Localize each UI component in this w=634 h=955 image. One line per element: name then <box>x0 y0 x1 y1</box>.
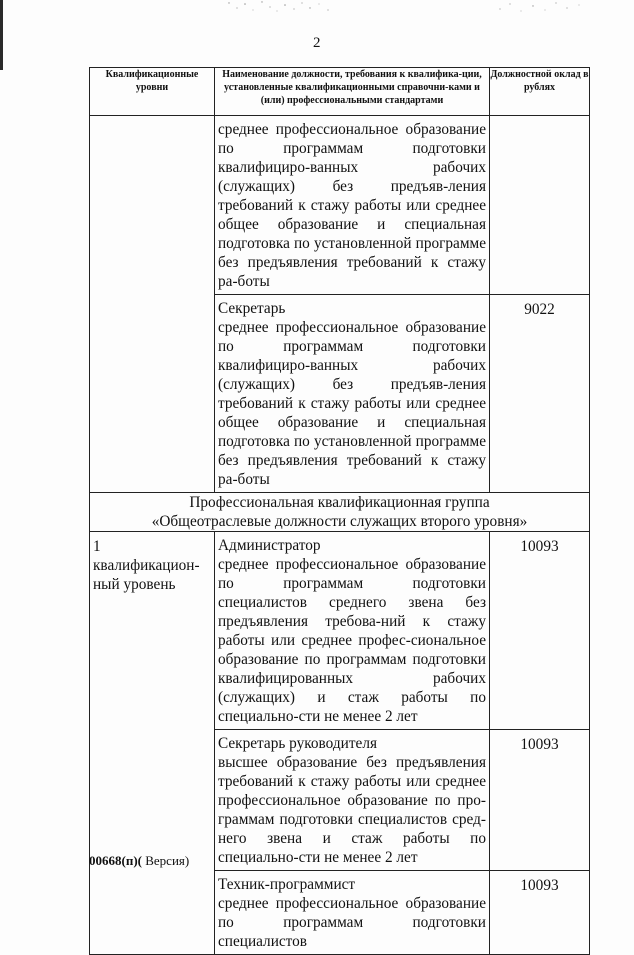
requirements-cell <box>215 532 490 730</box>
position-title: Администратор <box>218 537 321 554</box>
requirements-text: высшее образование без предъявления требований к стажу работы или среднее профессиональное образование по про-граммам подготовки специалистов сред-него звена и стаж работы по специально-сти не менее 2 лет <box>218 754 486 866</box>
level-cell <box>90 532 215 955</box>
positions-table <box>89 67 590 955</box>
group-title-line-2: «Общеотраслевые должности служащих второго уровня» <box>151 513 528 530</box>
requirements-cell <box>215 295 490 493</box>
header-qualification-levels: Квалификационные уровни <box>90 68 215 116</box>
group-header <box>90 493 590 532</box>
salary-cell <box>490 295 590 493</box>
requirements-text: среднее профессиональное образование по программам подготовки специалистов среднего звена без предъявления требова-ний к стажу работы или среднее профес-сиональное образование по программам подготовки квалифицированных рабочих (служащих) и стаж работы по специально-сти не менее 2 лет <box>218 556 486 725</box>
level-cell <box>90 116 215 493</box>
scan-noise-mark <box>495 0 585 14</box>
requirements-cell <box>215 871 490 955</box>
group-header-row <box>90 493 590 532</box>
header-salary: Должностной оклад в рублях <box>490 68 590 116</box>
position-title: Секретарь руководителя <box>218 735 377 752</box>
salary-value: 10093 <box>520 736 559 753</box>
requirements-text: среднее профессиональное образование по программам подготовки квалифициро-ванных рабочих (служащих) без предъяв-ления требований к стажу работы или среднее общее образование и специальная подготовка по установленной программе без предъявления требований к стажу ра-боты <box>218 121 486 290</box>
qualification-level: 1 квалификацион-ный уровень <box>93 538 200 593</box>
salary-value: 9022 <box>524 301 555 318</box>
group-title-line-1: Профессиональная квалификационная группа <box>189 494 490 511</box>
requirements-cell <box>215 730 490 871</box>
position-title: Секретарь <box>218 300 286 317</box>
table-row <box>90 532 590 730</box>
salary-cell <box>490 730 590 871</box>
requirements-cell <box>215 116 490 295</box>
requirements-text: среднее профессиональное образование по программам подготовки квалифициро-ванных рабочих (служащих) без предъяв-ления требований к стажу работы или среднее общее образование и специальная подготовка по установленной программе без предъявления требований к стажу ра-боты <box>218 319 486 488</box>
position-title: Техник-программист <box>218 876 356 893</box>
salary-cell <box>490 871 590 955</box>
page-number: 2 <box>313 35 321 51</box>
salary-value: 10093 <box>520 538 559 555</box>
header-position-requirements: Наименование должности, требования к квалифика-ции, установленные квалификационными справочни-ками и (или) профессиональными стандартами <box>215 68 490 116</box>
footer-code: 00668(п)( <box>89 853 142 868</box>
salary-value: 10093 <box>520 877 559 894</box>
table-row <box>90 116 590 295</box>
scan-noise-mark <box>225 0 335 14</box>
document-footer <box>89 853 189 869</box>
footer-version: Версия) <box>141 853 190 868</box>
table-header-row <box>90 68 590 116</box>
requirements-text: среднее профессиональное образование по программам подготовки специалистов <box>218 895 486 950</box>
salary-cell <box>490 116 590 295</box>
salary-cell <box>490 532 590 730</box>
